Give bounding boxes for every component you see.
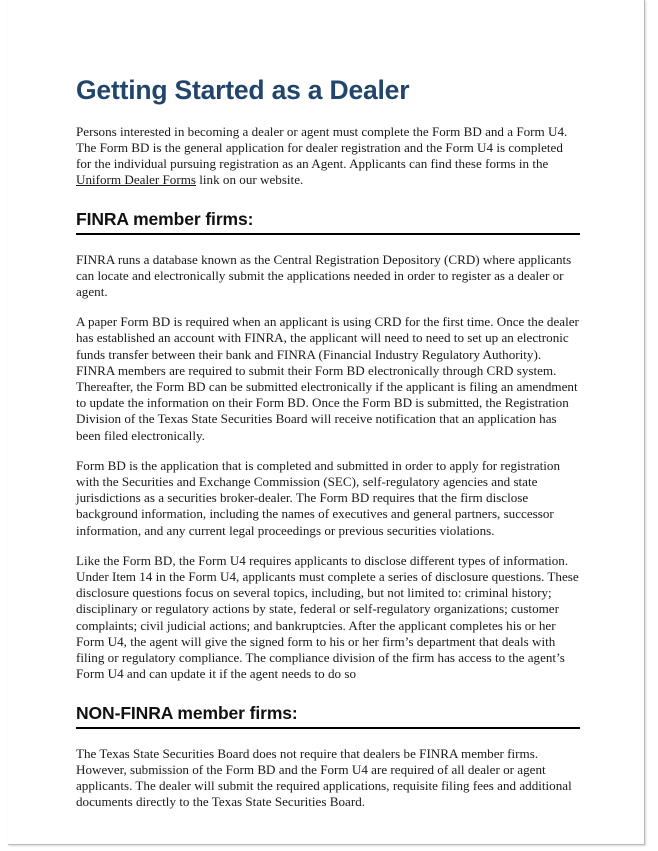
heading-divider-finra bbox=[76, 233, 580, 235]
section-non-finra bbox=[76, 703, 580, 728]
section-body-finra bbox=[76, 252, 580, 683]
paragraph: A paper Form BD is required when an applicant is using CRD for the first time. Once the dealer has established an account with FINRA, the applicant will need to need to set up an electronic funds transfer between their bank and FINRA (Financial Industry Regulatory Authority). FINRA members are required to submit their Form BD electronically through CRD system. Thereafter, the Form BD can be submitted electronically if the applicant is filing an amendment to update the information on their Form BD. Once the Form BD is submitted, the Registration Division of the Texas State Securities Board will receive notification that an application has been filed electronically. bbox=[76, 314, 579, 443]
intro-paragraph bbox=[76, 124, 580, 189]
section-finra bbox=[76, 209, 580, 234]
document-page bbox=[8, 0, 645, 845]
heading-divider-non-finra bbox=[76, 727, 580, 729]
intro-text-after-link: link on our website. bbox=[196, 172, 304, 188]
paragraph: Like the Form BD, the Form U4 requires applicants to disclose different types of information. Under Item 14 in the Form U4, applicants must complete a series of disclosure questions. These disclosure questions focus on several topics, including, but not limited to: criminal history; disciplinary or regulatory actions by state, federal or self-regulatory organizations; customer complaints; civil judicial actions; and bankruptcies. After the applicant completes his or her Form U4, the agent will give the signed form to his or her firm’s department that deals with filing or regulatory compliance. The compliance division of the firm has access to the agent’s Form U4 and can update it if the agent needs to do so bbox=[76, 552, 579, 682]
section-body-non-finra bbox=[76, 746, 580, 811]
page-title: Getting Started as a Dealer bbox=[76, 75, 410, 105]
document-content bbox=[76, 0, 580, 810]
paragraph: Form BD is the application that is completed and submitted in order to apply for registration with the Securities and Exchange Commission (SEC), self-regulatory agencies and state jurisdictions as a securities broker-dealer. The Form BD requires that the firm disclose background information, including the names of executives and general partners, successor information, and any current legal proceedings or previous securities violations. bbox=[76, 457, 561, 538]
paragraph: The Texas State Securities Board does not require that dealers be FINRA member firms. However, submission of the Form BD and the Form U4 are required of all dealer or agent applicants. The dealer will submit the required applications, requisite filing fees and additional documents directly to the Texas State Securities Board. bbox=[76, 745, 572, 810]
section-heading-finra: FINRA member firms: bbox=[76, 209, 254, 230]
uniform-dealer-forms-link[interactable]: Uniform Dealer Forms bbox=[76, 172, 196, 188]
intro-text-before-link: Persons interested in becoming a dealer or agent must complete the Form BD and a Form U4. The Form BD is the general application for dealer registration and the Form U4 is completed for the individual pursuing registration as an Agent. Applicants can find these forms in the bbox=[76, 123, 568, 172]
paragraph: FINRA runs a database known as the Central Registration Depository (CRD) where applicants can locate and electronically submit the applications needed in order to register as a dealer or agent. bbox=[76, 251, 572, 300]
section-heading-non-finra: NON-FINRA member firms: bbox=[76, 703, 298, 724]
